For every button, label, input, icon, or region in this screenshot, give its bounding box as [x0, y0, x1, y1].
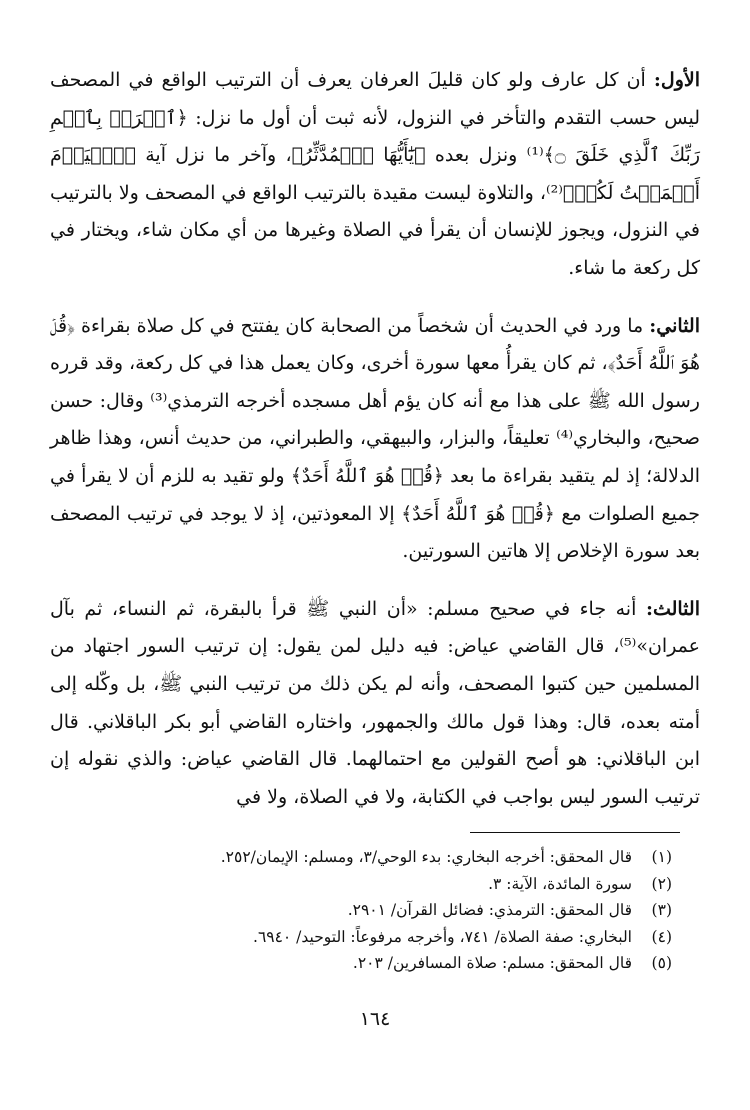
footnote-text: قال المحقق: أخرجه البخاري: بدء الوحي/٣، ومسلم: الإيمان/٢٥٢.: [220, 848, 632, 866]
footnote-number: (٢): [651, 874, 672, 893]
footnote-text: سورة المائدة، الآية: ٣.: [488, 874, 632, 893]
footnote-number: (٤): [651, 927, 672, 946]
footnote-divider: [470, 832, 680, 833]
footnote-item: [60, 871, 672, 898]
footnotes: [60, 844, 672, 977]
paragraph-heading: الأول:: [653, 69, 700, 91]
paragraph-second: [50, 308, 700, 571]
paragraph-text: ما ورد في الحديث أن شخصاً من الصحابة كان يفتتح في كل صلاة بقراءة ﴿قُلۡ هُوَ ٱللَّهُ أَحَدٌ﴾، ثم كان يقرأُ معها سورة أخرى، وكان يعمل هذا في كل ركعة، وقد قرره رسول الله ﷺ على هذا مع أنه كان يؤم أهل مسجده أخرجه الترمذي⁽³⁾ وقال: حسن صحيح، والبخاري⁽⁴⁾ تعليقاً، والبزار، والبيهقي، والطبراني، من حديث أنس، وهذا ظاهر الدلالة؛ إذ لم يتقيد بقراءة ما بعد ﴿قُلۡ هُوَ ٱللَّهُ أَحَدٌ﴾ ولو تقيد به للزم أن لا يقرأ في جميع الصلوات مع ﴿قُلۡ هُوَ ٱللَّهُ أَحَدٌ﴾ إلا المعوذتين، إذ لا يوجد في ترتيب المصحف بعد سورة الإخلاص إلا هاتين السورتين.: [50, 314, 701, 563]
paragraph-first: [50, 62, 700, 288]
footnote-item: [60, 844, 672, 871]
paragraph-text: أنه جاء في صحيح مسلم: «أن النبي ﷺ قرأ بالبقرة، ثم النساء، ثم بآل عمران»⁽⁵⁾، قال القاضي عياض: فيه دليل لمن يقول: إن ترتيب السور اجتهاد من المسلمين حين كتبوا المصحف، وأنه لم يكن ذلك من ترتيب النبي ﷺ، بل وكّله إلى أمته بعده، قال: وهذا قول مالك والجمهور، واختاره القاضي أبو بكر الباقلاني. قال ابن الباقلاني: هو أصح القولين مع احتمالهما. قال القاضي عياض: والذي نقوله إن ترتيب السور ليس بواجب في الكتابة، ولا في الصلاة، ولا في: [50, 597, 700, 808]
footnote-number: (١): [651, 848, 672, 866]
footnote-item: [60, 924, 672, 951]
paragraph-heading: الثاني:: [649, 314, 700, 337]
footnote-text: قال المحقق: الترمذي: فضائل القرآن/ ٢٩٠١.: [347, 901, 632, 919]
page-number: ١٦٤: [359, 1008, 391, 1030]
footnote-text: البخاري: صفة الصلاة/ ٧٤١، وأخرجه مرفوعاً: التوحيد/ ٦٩٤٠.: [253, 927, 632, 946]
main-text: [50, 62, 700, 816]
footnote-text: قال المحقق: مسلم: صلاة المسافرين/ ٢٠٣.: [352, 954, 632, 972]
paragraph-text: أن كل عارف ولو كان قليلَ العرفان يعرف أن الترتيب الواقع في المصحف ليس حسب التقدم والتأخر في النزول، لأنه ثبت أن أول ما نزل: ﴿ٱقۡرَأۡ بِٱسۡمِ رَبِّكَ ٱلَّذِي خَلَقَ ۝﴾⁽¹⁾ ونزل بعده ﴿يَٰٓأَيُّهَا ٱلۡمُدَّثِّرُ﴾، وآخر ما نزل آية ﴿ٱلۡيَوۡمَ أَكۡمَلۡتُ لَكُمۡ﴾⁽²⁾، والتلاوة ليست مقيدة بالترتيب الواقع في المصحف ولا بالترتيب في النزول، ويجوز للإنسان أن يقرأ في الصلاة وغيرها من أي مكان شاء، ويختار في كل ركعة ما شاء.: [50, 69, 700, 279]
paragraph-heading: الثالث:: [645, 597, 700, 620]
paragraph-third: [50, 591, 700, 817]
footnote-number: (٣): [651, 901, 672, 919]
footnote-number: (٥): [651, 954, 672, 972]
footnote-item: [60, 950, 672, 977]
footnote-item: [60, 897, 672, 924]
